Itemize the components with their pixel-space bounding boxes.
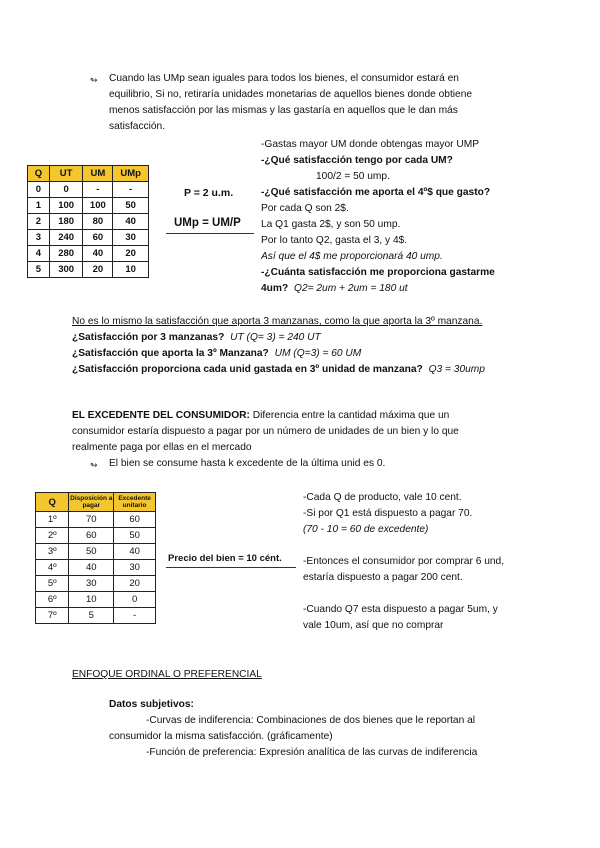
cell: 40 — [113, 214, 149, 230]
table-row — [36, 592, 156, 608]
cell: 60 — [83, 230, 113, 246]
table-row — [28, 182, 149, 198]
utility-table — [27, 165, 149, 278]
note-7: Por lo tanto Q2, gasta el 3, y 4$. — [261, 235, 408, 246]
cell: 80 — [83, 214, 113, 230]
ordinal-title: ENFOQUE ORDINAL O PREFERENCIAL — [72, 669, 262, 680]
note-8: Así que el 4$ me proporcionará 40 ump. — [261, 251, 443, 262]
table-row — [36, 608, 156, 624]
ump-formula: UMp = UM/P — [174, 217, 241, 229]
note2-6: -Cuando Q7 esta dispuesto a pagar 5um, y — [303, 604, 498, 615]
apples-q1: ¿Satisfacción por 3 manzanas? — [72, 332, 225, 343]
header-disposicion: Disposición a pagar — [69, 493, 114, 512]
price-formula: P = 2 u.m. — [184, 187, 234, 199]
header-q: Q — [36, 493, 69, 512]
surplus-table-header — [36, 493, 156, 512]
cell: 30 — [114, 560, 156, 576]
table-row — [36, 528, 156, 544]
surplus-line-3: realmente paga por ellas en el mercado — [72, 442, 252, 453]
intro-line-3: menos satisfacción por las mismas y las gastaría en aquellos que le dan más — [109, 105, 458, 116]
cell: 5º — [36, 576, 69, 592]
bullet-arrow-icon: ↬ — [90, 75, 98, 85]
cell: 60 — [114, 512, 156, 528]
cell: 0 — [114, 592, 156, 608]
note-10-bold: 4um? — [261, 283, 289, 294]
cell: 20 — [114, 576, 156, 592]
cell: 40 — [114, 544, 156, 560]
header-excedente: Excedente unitario — [114, 493, 156, 512]
cell: 0 — [28, 182, 50, 198]
cell: 5 — [28, 262, 50, 278]
apples-q2: ¿Satisfacción que aporta la 3º Manzana? — [72, 348, 269, 359]
note-4: -¿Qué satisfacción me aporta el 4º$ que gasto? — [261, 187, 491, 198]
cell: - — [113, 182, 149, 198]
table-row — [36, 560, 156, 576]
table-row — [28, 198, 149, 214]
surplus-line-2: consumidor estaría dispuesto a pagar por un número de unidades de un bien y lo que — [72, 426, 459, 437]
cell: 3 — [28, 230, 50, 246]
cell: 1 — [28, 198, 50, 214]
apples-a3: Q3 = 30ump — [428, 364, 485, 375]
ordinal-line-1: -Curvas de indiferencia: Combinaciones de dos bienes que le reportan al — [146, 715, 476, 726]
note-2: -¿Qué satisfacción tengo por cada UM? — [261, 155, 453, 166]
note-3: 100/2 = 50 ump. — [316, 171, 390, 182]
surplus-table — [35, 492, 156, 624]
header-q: Q — [28, 166, 50, 182]
apples-q3-line — [72, 362, 485, 377]
cell: 40 — [69, 560, 114, 576]
note-6: La Q1 gasta 2$, y son 50 ump. — [261, 219, 401, 230]
apples-a2: UM (Q=3) = 60 UM — [274, 348, 362, 359]
cell: 50 — [113, 198, 149, 214]
cell: 7º — [36, 608, 69, 624]
cell: 4 — [28, 246, 50, 262]
cell: 300 — [49, 262, 83, 278]
cell: - — [83, 182, 113, 198]
price-underline — [166, 567, 296, 568]
cell: 100 — [83, 198, 113, 214]
cell: 280 — [49, 246, 83, 262]
cell: 50 — [69, 544, 114, 560]
cell: 70 — [69, 512, 114, 528]
note-9: -¿Cuánta satisfacción me proporciona gastarme — [261, 267, 495, 278]
cell: 30 — [113, 230, 149, 246]
cell: 50 — [114, 528, 156, 544]
ordinal-line-2: consumidor la misma satisfacción. (gráficamente) — [109, 731, 333, 742]
apples-q3: ¿Satisfacción proporciona cada unid gastada en 3º unidad de manzana? — [72, 364, 423, 375]
cell: - — [114, 608, 156, 624]
apples-q1-line — [72, 330, 321, 345]
table-row — [28, 214, 149, 230]
note2-7: vale 10um, así que no comprar — [303, 620, 444, 631]
note-10 — [261, 281, 408, 296]
cell: 180 — [49, 214, 83, 230]
cell: 30 — [69, 576, 114, 592]
note2-4: -Entonces el consumidor por comprar 6 und, — [303, 556, 505, 567]
utility-table-header — [28, 166, 149, 182]
surplus-text-1: Diferencia entre la cantidad máxima que un — [252, 410, 450, 421]
intro-line-1: Cuando las UMp sean iguales para todos los bienes, el consumidor estará en — [109, 73, 459, 84]
surplus-title: EL EXCEDENTE DEL CONSUMIDOR: — [72, 410, 250, 421]
cell: 40 — [83, 246, 113, 262]
formula-underline — [166, 233, 254, 234]
header-ut: UT — [49, 166, 83, 182]
cell: 2 — [28, 214, 50, 230]
table-row — [28, 262, 149, 278]
note-10-italic: Q2= 2um + 2um = 180 ut — [294, 283, 408, 294]
note2-1: -Cada Q de producto, vale 10 cent. — [303, 492, 462, 503]
apples-a1: UT (Q= 3) = 240 UT — [230, 332, 321, 343]
header-ump: UMp — [113, 166, 149, 182]
cell: 60 — [69, 528, 114, 544]
cell: 10 — [113, 262, 149, 278]
table-row — [36, 544, 156, 560]
note2-5: estaría dispuesto a pagar 200 cent. — [303, 572, 463, 583]
apples-q2-line — [72, 346, 361, 361]
surplus-note: El bien se consume hasta k excedente de la última unid es 0. — [109, 458, 386, 469]
bullet-arrow-icon: ↬ — [90, 460, 98, 470]
table-row — [28, 230, 149, 246]
note-1: -Gastas mayor UM donde obtengas mayor UMP — [261, 139, 479, 150]
ordinal-subtitle: Datos subjetivos: — [109, 699, 194, 710]
header-um: UM — [83, 166, 113, 182]
intro-line-4: satisfacción. — [109, 121, 166, 132]
price-label: Precio del bien = 10 cént. — [168, 553, 282, 564]
table-row — [36, 512, 156, 528]
table-row — [36, 576, 156, 592]
cell: 1º — [36, 512, 69, 528]
surplus-line-1 — [72, 408, 449, 423]
cell: 6º — [36, 592, 69, 608]
table-row — [28, 246, 149, 262]
note2-2: -Si por Q1 está dispuesto a pagar 70. — [303, 508, 473, 519]
note-5: Por cada Q son 2$. — [261, 203, 349, 214]
cell: 4º — [36, 560, 69, 576]
cell: 2º — [36, 528, 69, 544]
cell: 10 — [69, 592, 114, 608]
ordinal-line-3: -Función de preferencia: Expresión analítica de las curvas de indiferencia — [146, 747, 478, 758]
note2-3: (70 - 10 = 60 de excedente) — [303, 524, 429, 535]
intro-line-2: equilibrio, Si no, retiraría unidades monetarias de aquellos bienes donde obtiene — [109, 89, 473, 100]
cell: 20 — [83, 262, 113, 278]
cell: 0 — [49, 182, 83, 198]
apples-heading: No es lo mismo la satisfacción que aporta 3 manzanas, como la que aporta la 3º manzana. — [72, 316, 483, 327]
cell: 100 — [49, 198, 83, 214]
cell: 20 — [113, 246, 149, 262]
cell: 5 — [69, 608, 114, 624]
cell: 3º — [36, 544, 69, 560]
cell: 240 — [49, 230, 83, 246]
